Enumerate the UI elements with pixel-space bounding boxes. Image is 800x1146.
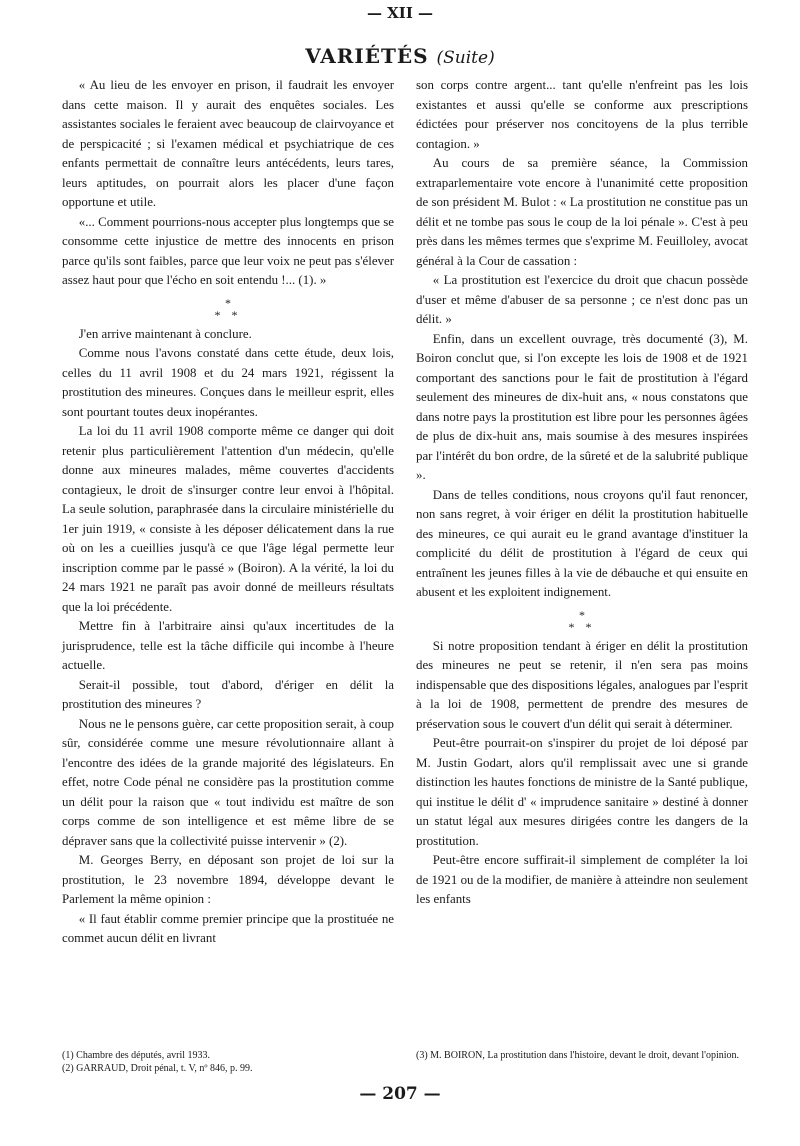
footnote: (1) Chambre des députés, avril 1933. bbox=[62, 1050, 211, 1061]
paragraph: Serait-il possible, tout d'abord, d'ériger en délit la prostitution des mineures ? bbox=[62, 677, 394, 711]
asterism-divider bbox=[416, 603, 748, 637]
paragraph: Enfin, dans un excellent ouvrage, très documenté (3), M. Boiron conclut que, si l'on excepte les lois de 1908 et de 1921 comportant des sanctions pour le fait de prostitution à l'égard seulement des mineures de dix-huit ans, « nous constatons que dans notre pays la prostitution est libre pour les personnes âgées de plus de dix-huit ans, mais soumise à des mesures inspirées par l'intérêt du bon ordre, de la sûreté et de la salubrité publique ». bbox=[416, 331, 748, 482]
asterism-top: * bbox=[579, 607, 585, 622]
page-number: — 207 — bbox=[359, 1084, 441, 1104]
footnote: (2) GARRAUD, Droit pénal, t. V, nº 846, p. 99. bbox=[62, 1063, 253, 1074]
section-title bbox=[0, 44, 800, 68]
paragraph: Peut-être encore suffirait-il simplement de compléter la loi de 1921 ou de la modifier, de manière à atteindre non seulement les enfants bbox=[416, 853, 748, 906]
paragraph: «... Comment pourrions-nous accepter plus longtemps que se consomme cette injustice de mettre des innocents en prison parce qu'ils sont faibles, parce que leur voix ne peut pas s'élever assez haut pour que l'écho en soit entendu !... (1). » bbox=[62, 214, 394, 287]
asterism-top: * bbox=[225, 295, 231, 310]
paragraph: « La prostitution est l'exercice du droit que chacun possède d'user et même d'abuser de sa personne ; ce n'est donc pas un délit. » bbox=[416, 273, 748, 326]
footnotes-right bbox=[416, 1049, 748, 1062]
section-title-suffix: (Suite) bbox=[436, 48, 495, 68]
section-title-text: VARIÉTÉS bbox=[305, 44, 429, 68]
paragraph: M. Georges Berry, en déposant son projet de loi sur la prostitution, le 23 novembre 1894, développe devant le Parlement la même opinion : bbox=[62, 853, 394, 906]
asterism-bottom: * * bbox=[568, 619, 596, 634]
right-column bbox=[416, 76, 748, 910]
paragraph: Peut-être pourrait-on s'inspirer du projet de loi déposé par M. Justin Godart, alors qu'il remplissait avec une si grande distinction les hautes fonctions de ministre de la Santé publique, qui institue le délit d' « imprudence sanitaire » destiné à donner un statut légal aux mesures dirigées contre les dangers de la prostitution. bbox=[416, 736, 748, 848]
paragraph: La loi du 11 avril 1908 comporte même ce danger qui doit retenir plus particulièrement l'attention d'un médecin, qu'elle donne aux mineures malades, même couvertes d'accidents contagieux, le droit de s'insurger contre leur envoi à l'hôpital. La seule solution, paraphrasée dans la circulaire ministérielle du 1er juin 1919, « consiste à les déposer délicatement dans la rue où on les a cueillies jusqu'à ce que l'âge légal permette leur inscription comme par le passé » (Boiron). A la vérité, la loi du 24 mars 1921 ne paraît pas avoir donné de meilleurs résultats que la loi précédente. bbox=[62, 424, 394, 614]
paragraph: Dans de telles conditions, nous croyons qu'il faut renoncer, non sans regret, à voir ériger en délit la prostitution habituelle des mineures, ce qui aurait eu le grand avantage d'instituer la complicité du délit de prostitution à l'égard de ceux qui entraînent les jeunes filles à la vie de débauche et qui ensuite en abusent et les exploitent indignement. bbox=[416, 487, 748, 599]
paragraph: « Il faut établir comme premier principe que la prostituée ne commet aucun délit en livrant bbox=[62, 911, 394, 945]
paragraph: Nous ne le pensons guère, car cette proposition serait, à coup sûr, considérée comme une mesure révolutionnaire allant à l'encontre des idées de la grande majorité des législateurs. En effet, notre Code pénal ne considère pas la prostitution comme un délit pour la raison que « tout individu est maître de son corps comme de son intelligence et est même libre de se dépraver sans que la collectivité puisse intervenir » (2). bbox=[62, 716, 394, 848]
paragraph: Comme nous l'avons constaté dans cette étude, deux lois, celles du 11 avril 1908 et du 24 mars 1921, régissent la prostitution des mineures. Conçues dans le meilleur esprit, elles sont pourtant toutes deux inopérantes. bbox=[62, 346, 394, 419]
paragraph: son corps contre argent... tant qu'elle n'enfreint pas les lois existantes et aussi qu'elle se conforme aux prescriptions édictées pour préserver nos concitoyens de la plus terrible contagion. » bbox=[416, 78, 748, 151]
paragraph: Mettre fin à l'arbitraire ainsi qu'aux incertitudes de la jurisprudence, telle est la tâche difficile qui incombe à l'heure actuelle. bbox=[62, 619, 394, 672]
paragraph: « Au lieu de les envoyer en prison, il faudrait les envoyer dans cette maison. Il y aurait des enquêtes sociales. Les assistantes sociales le feraient avec beaucoup de clairvoyance et de perspicacité ; si l'examen médical et psychiatrique de ces enfants permettait de connaître leurs antécédents, leurs tares, leurs aptitudes, on pourrait alors les placer d'une façon opportune et utile. bbox=[62, 78, 394, 209]
paragraph: Au cours de sa première séance, la Commission extraparlementaire vote encore à l'unanimité cette proposition de son président M. Bulot : « La prostitution ne constitue pas un délit et ne tombe pas sous le coup de la loi pénale ». C'est à peu près dans les mêmes termes que s'exprime M. Feuilloley, avocat général à la Cour de cassation : bbox=[416, 156, 748, 268]
footnote: (3) M. BOIRON, La prostitution dans l'histoire, devant le droit, devant l'opinion. bbox=[416, 1050, 740, 1061]
asterism-divider bbox=[62, 291, 394, 325]
page-roman-numeral: — XII — bbox=[366, 4, 434, 22]
asterism-bottom: * * bbox=[214, 307, 242, 322]
left-column bbox=[62, 76, 394, 949]
paragraph: Si notre proposition tendant à ériger en délit la prostitution des mineures ne peut se retenir, il n'en sera pas moins indispensable que des dispositions légales, analogues par l'esprit à la loi de 1908, permettent de prendre des mesures de préservation sous le couvert d'un délit qui serait à déterminer. bbox=[416, 638, 748, 731]
footnotes-left bbox=[62, 1049, 394, 1075]
paragraph: J'en arrive maintenant à conclure. bbox=[78, 326, 252, 341]
